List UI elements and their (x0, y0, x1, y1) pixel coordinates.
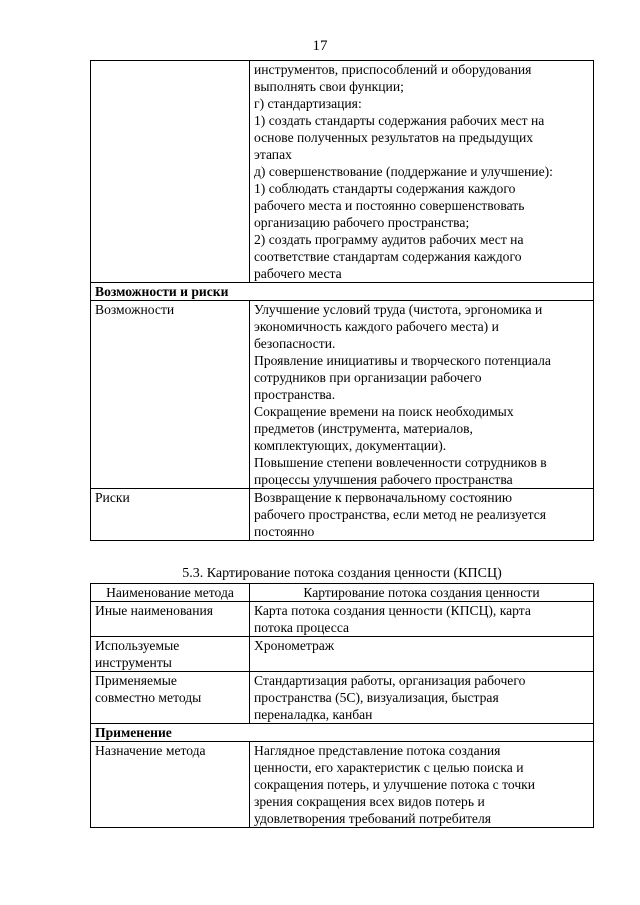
cell-text-line: потока процесса (254, 620, 350, 635)
row-label-cell (91, 672, 250, 724)
cell-text-line: постоянно (254, 524, 315, 539)
row-label-cell (91, 61, 250, 283)
cell-text-line: Наглядное представление потока создания (254, 743, 501, 758)
method-table-5s-continued (90, 60, 594, 541)
cell-text-line: Повышение степени вовлеченности сотрудников в (254, 455, 547, 470)
cell-text-line: комплектующих, документации). (254, 438, 447, 453)
table-row (91, 672, 594, 724)
cell-text-line: рабочего места и постоянно совершенствовать (254, 198, 525, 213)
row-value-cell (250, 602, 594, 637)
section-row (91, 724, 594, 742)
row-label-cell (91, 742, 250, 828)
cell-text-line: д) совершенствование (поддержание и улучшение): (254, 164, 553, 179)
table-row (91, 61, 594, 283)
cell-text-line: сокращения потерь, и улучшение потока с точки (254, 777, 536, 792)
cell-text-line: предметов (инструмента, материалов, (254, 421, 473, 436)
row-value-cell (250, 301, 594, 489)
cell-text-line: Стандартизация работы, организация рабочего (254, 673, 526, 688)
cell-text-line: инструментов, приспособлений и оборудования (254, 62, 532, 77)
cell-text-line: Сокращение времени на поиск необходимых (254, 404, 514, 419)
cell-text-line: Возвращение к первоначальному состоянию (254, 490, 513, 505)
cell-text-line: Проявление инициативы и творческого потенциала (254, 353, 551, 368)
row-label-cell: Риски (91, 489, 250, 541)
section-heading: Возможности и риски (91, 283, 594, 301)
cell-text-line: рабочего места (254, 266, 342, 281)
row-value-cell (250, 61, 594, 283)
cell-text-line: основе полученных результатов на предыдущих (254, 130, 534, 145)
row-value-cell (250, 489, 594, 541)
cell-text-line: сотрудников при организации рабочего (254, 370, 482, 385)
row-value-cell (250, 672, 594, 724)
cell-text-line: Используемые (95, 638, 180, 653)
cell-text-line: Карта потока создания ценности (КПСЦ), карта (254, 603, 531, 618)
cell-text-line: выполнять свои функции; (254, 79, 404, 94)
cell-text-line: переналадка, канбан (254, 707, 373, 722)
cell-text-line: зрения сокращения всех видов потерь и (254, 794, 485, 809)
row-label-cell: Возможности (91, 301, 250, 489)
cell-text-line: инструменты (95, 655, 172, 670)
table-row (91, 602, 594, 637)
table-row (91, 742, 594, 828)
cell-text-line: Назначение метода (95, 743, 206, 758)
table-row (91, 489, 594, 541)
row-value-cell (250, 637, 594, 672)
table-row (91, 301, 594, 489)
cell-text-line: 1) создать стандарты содержания рабочих мест на (254, 113, 545, 128)
cell-text-line: ценности, его характеристик с целью поиска и (254, 760, 524, 775)
cell-text-line: безопасности. (254, 336, 336, 351)
cell-text-line: экономичность каждого рабочего места) и (254, 319, 499, 334)
method-table-kpsc (90, 583, 594, 828)
cell-text-line: рабочего пространства, если метод не реализуется (254, 507, 547, 522)
table-header-row (91, 584, 594, 602)
cell-text-line: Иные наименования (95, 603, 214, 618)
header-cell-value: Картирование потока создания ценности (250, 584, 594, 602)
table-row (91, 637, 594, 672)
cell-text-line: Применяемые (95, 673, 177, 688)
row-label-cell (91, 637, 250, 672)
cell-text-line: пространства. (254, 387, 336, 402)
cell-text-line: организацию рабочего пространства; (254, 215, 470, 230)
cell-text-line: 2) создать программу аудитов рабочих мест на (254, 232, 524, 247)
cell-text-line: 1) соблюдать стандарты содержания каждого (254, 181, 516, 196)
cell-text-line: г) стандартизация: (254, 96, 362, 111)
page-number: 17 (312, 38, 328, 54)
cell-text-line: процессы улучшения рабочего пространства (254, 472, 513, 487)
cell-text-line: соответствие стандартам содержания каждого (254, 249, 522, 264)
cell-text-line: совместно методы (95, 690, 202, 705)
cell-text-line: пространства (5С), визуализация, быстрая (254, 690, 499, 705)
section-heading: Применение (91, 724, 594, 742)
header-cell-name: Наименование метода (91, 584, 250, 602)
section-row (91, 283, 594, 301)
table-caption-kpsc: 5.3. Картирование потока создания ценности (КПСЦ) (182, 566, 502, 581)
row-label-cell (91, 602, 250, 637)
cell-text-line: этапах (254, 147, 292, 162)
cell-text-line: удовлетворения требований потребителя (254, 811, 491, 826)
row-value-cell (250, 742, 594, 828)
cell-text-line: Улучшение условий труда (чистота, эргономика и (254, 302, 543, 317)
cell-text-line: Хронометраж (254, 638, 335, 653)
